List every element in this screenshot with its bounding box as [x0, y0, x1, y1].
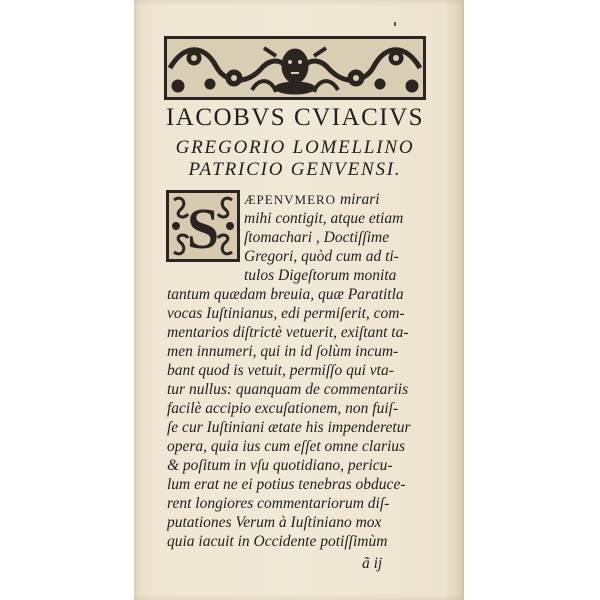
heading-author: IACOBVS CVIACIVS	[165, 104, 425, 131]
body-line: tulos Digeſtorum monita	[244, 267, 397, 284]
body-line: mentarios diſtrictè vetuerit, exiſtant ta-	[167, 324, 409, 341]
heading-recipient-title: PATRICIO GENVENSI.	[188, 159, 402, 180]
body-line: ſtomachari , Doctiſſime	[244, 229, 390, 246]
heading-recipient: GREGORIO LOMELLINO	[175, 137, 415, 158]
body-line-first	[244, 191, 380, 209]
body-line: ſe cur Iuſtiniani ætate his impenderetur	[167, 419, 411, 436]
signature-mark: ã ij	[362, 555, 383, 572]
body-line: & poſitum in vſu quotidiano, pericu-	[167, 457, 393, 474]
body-line: Gregori, quòd cum ad ti-	[244, 248, 399, 265]
body-line: tantum quædam breuia, quæ Paratitla	[167, 286, 404, 303]
decorated-initial	[166, 190, 240, 262]
body-line: vocas Iuſtinianus, edi permiſerit, com-	[167, 305, 405, 322]
initial-letter: S	[186, 196, 220, 261]
first-line-rest: mirari	[336, 191, 380, 208]
body-line: lum erat ne ei potius tenebras obduce-	[167, 476, 406, 493]
body-line: opera, quia ius cum eſſet omne clarius	[167, 438, 406, 455]
body-line: tur nullus: quanquam de commentariis	[167, 381, 409, 398]
ornamental-headpiece	[164, 36, 426, 100]
body-line: mihi contigit, atque etiam	[244, 210, 404, 227]
body-line: men innumeri, qui in id ſolùm incum-	[167, 343, 399, 360]
page-mark	[394, 22, 396, 26]
first-word: ÆPENVMERO	[244, 192, 337, 207]
body-line: quia iacuit in Occidente potiſſimùm	[167, 533, 388, 550]
body-line: facilè accipio excuſationem, non fuiſ-	[167, 400, 399, 417]
body-line: rent longiores commentariorum diſ-	[167, 495, 390, 512]
body-line: bant quod is vetuit, permiſſo qui vta-	[167, 362, 394, 379]
body-line: putationes Verum à Iuſtiniano mox	[167, 514, 382, 531]
